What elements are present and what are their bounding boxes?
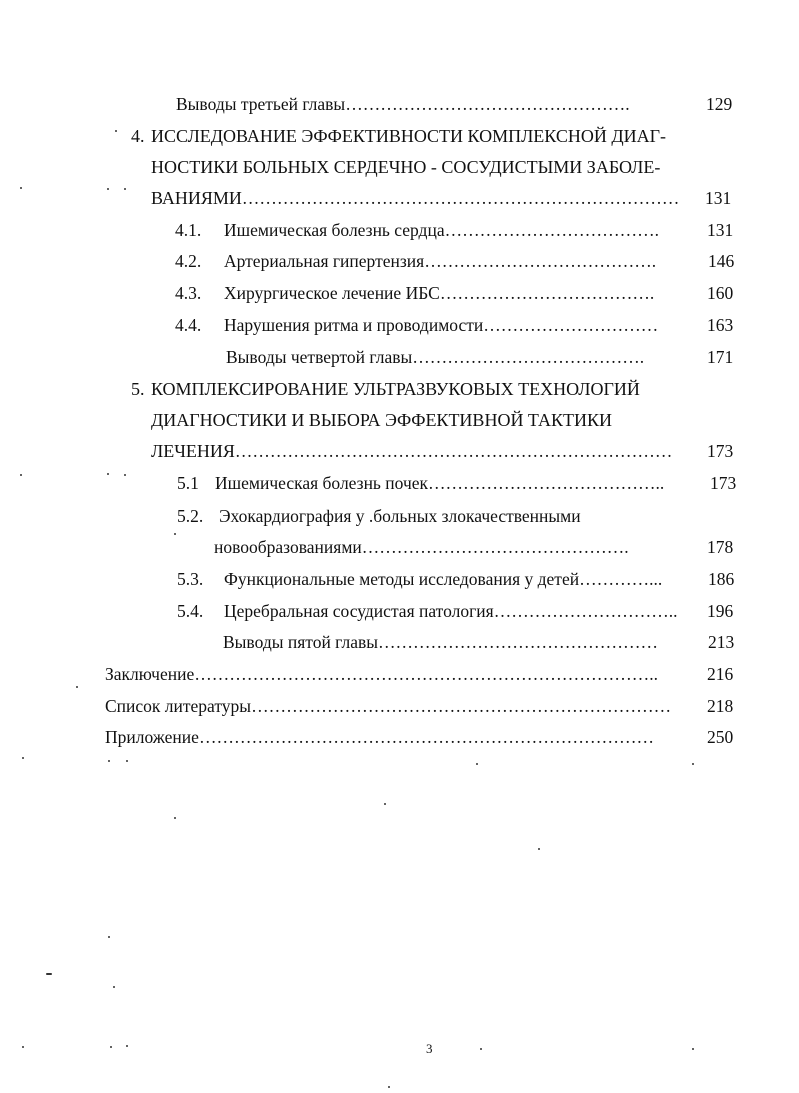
toc-page-number: 216 (707, 664, 734, 684)
toc-entry (224, 600, 698, 622)
toc-leader-dots: ………………………….. (493, 601, 678, 621)
scan-speck (480, 1048, 482, 1050)
toc-entry-conclusion (105, 663, 703, 685)
toc-label: Заключение (105, 664, 195, 684)
scan-speck (174, 817, 176, 819)
toc-page-number: 131 (707, 220, 734, 240)
scan-speck (692, 763, 694, 765)
toc-leader-dots: …………………………………………………………………… (198, 727, 654, 747)
scan-speck (115, 130, 117, 132)
toc-label: Эхокардиография у .больных злокачественными (219, 506, 581, 526)
toc-label: ЛЕЧЕНИЯ (151, 441, 235, 461)
scan-speck (388, 1086, 390, 1088)
scan-speck (46, 973, 52, 975)
toc-chapter-number: 5. (131, 379, 145, 399)
toc-label: Выводы пятой главы (223, 632, 378, 652)
scan-speck (113, 986, 115, 988)
toc-page-number: 178 (707, 537, 734, 557)
scan-speck (22, 1046, 24, 1048)
toc-chapter-title-line: ИССЛЕДОВАНИЕ ЭФФЕКТИВНОСТИ КОМПЛЕКСНОЙ ДИАГ- (151, 126, 667, 146)
toc-chapter-title-line (151, 187, 691, 209)
toc-entry-ch5-conclusion (223, 631, 699, 653)
toc-page-number: 160 (707, 283, 734, 303)
toc-label: Приложение (105, 727, 199, 747)
toc-label: Церебральная сосудистая патология (224, 601, 494, 621)
scan-speck (124, 474, 126, 476)
toc-label: ВАНИЯМИ (151, 188, 242, 208)
toc-entry (224, 568, 700, 590)
toc-label: новообразованиями (214, 537, 362, 557)
toc-label: Артериальная гипертензия (224, 251, 425, 271)
scan-speck (22, 757, 24, 759)
toc-label: Выводы третьей главы (176, 94, 346, 114)
scan-speck (384, 803, 386, 805)
toc-leader-dots: ………………………………………. (361, 537, 629, 557)
toc-label: Нарушения ритма и проводимости (224, 315, 484, 335)
page-number: 3 (426, 1041, 433, 1056)
toc-entry-ch3-conclusion (176, 93, 696, 115)
toc-entry (215, 472, 695, 494)
toc-leader-dots: …………... (579, 569, 663, 589)
scan-speck (107, 188, 109, 190)
toc-item-number: 4.1. (175, 220, 202, 240)
toc-chapter-number: 4. (131, 126, 145, 146)
toc-item-number: 5.4. (177, 601, 204, 621)
scan-speck (107, 473, 109, 475)
toc-leader-dots: ……………………………………………………………… (251, 696, 672, 716)
toc-item-number: 5.1 (177, 473, 199, 493)
toc-label: Функциональные методы исследования у детей (224, 569, 580, 589)
toc-entry (224, 219, 694, 241)
toc-page-number: 173 (707, 441, 734, 461)
scan-speck (76, 686, 78, 688)
toc-label: Ишемическая болезнь сердца (224, 220, 445, 240)
scan-speck (124, 188, 126, 190)
toc-entry-ch4-conclusion (226, 346, 696, 368)
toc-label: Ишемическая болезнь почек (215, 473, 429, 493)
toc-leader-dots: …………………………………………………………………….. (194, 664, 658, 684)
toc-page-number: 163 (707, 315, 734, 335)
toc-leader-dots: ………………………………………… (378, 632, 658, 652)
toc-item-number: 5.3. (177, 569, 204, 589)
toc-item-number: 4.4. (175, 315, 202, 335)
toc-label: Выводы четвертой главы (226, 347, 413, 367)
toc-page-number: 173 (710, 473, 737, 493)
toc-label: Список литературы (105, 696, 252, 716)
toc-leader-dots: ………………………………. (444, 220, 659, 240)
toc-leader-dots: ………………………… (483, 315, 659, 335)
scan-speck (174, 533, 176, 535)
scan-speck (108, 936, 110, 938)
scan-speck (538, 848, 540, 850)
scan-speck (692, 1048, 694, 1050)
toc-page-number: 171 (707, 347, 734, 367)
toc-page-number: 250 (707, 727, 734, 747)
toc-leader-dots: ………………………………….. (428, 473, 665, 493)
toc-leader-dots: …………………………………. (424, 251, 657, 271)
toc-leader-dots: …………………………………. (412, 347, 645, 367)
scan-speck (20, 474, 22, 476)
toc-entry-references (105, 695, 703, 717)
scan-speck (126, 1045, 128, 1047)
toc-chapter-title-line (151, 440, 691, 462)
scan-speck (110, 1046, 112, 1048)
toc-page-number: 218 (707, 696, 734, 716)
toc-leader-dots: …………………………………………. (345, 94, 630, 114)
toc-leader-dots: ………………………………………………………………… (241, 188, 680, 208)
scan-speck (20, 187, 22, 189)
toc-page-number: 129 (706, 94, 733, 114)
toc-item-number: 5.2. (177, 506, 204, 526)
toc-entry (224, 314, 696, 336)
toc-page-number: 196 (707, 601, 734, 621)
toc-page-number: 213 (708, 632, 735, 652)
scan-speck (476, 763, 478, 765)
toc-entry (224, 250, 692, 272)
toc-page-number: 186 (708, 569, 735, 589)
toc-leader-dots: ………………………………………………………………… (234, 441, 673, 461)
scan-speck (126, 760, 128, 762)
toc-item-number: 4.2. (175, 251, 202, 271)
toc-chapter-title-line: КОМПЛЕКСИРОВАНИЕ УЛЬТРАЗВУКОВЫХ ТЕХНОЛОГИЙ (151, 379, 640, 399)
toc-chapter-title-line: ДИАГНОСТИКИ И ВЫБОРА ЭФФЕКТИВНОЙ ТАКТИКИ (151, 410, 613, 430)
scan-speck (108, 760, 110, 762)
toc-label: Хирургическое лечение ИБС (224, 283, 440, 303)
toc-page-number: 146 (708, 251, 735, 271)
toc-page-number: 131 (705, 188, 732, 208)
toc-entry-appendix (105, 726, 703, 748)
toc-item-number: 4.3. (175, 283, 202, 303)
toc-chapter-title-line: НОСТИКИ БОЛЬНЫХ СЕРДЕЧНО - СОСУДИСТЫМИ ЗАБОЛЕ- (151, 157, 661, 177)
toc-entry (224, 282, 692, 304)
toc-leader-dots: ………………………………. (439, 283, 655, 303)
toc-entry (214, 536, 696, 558)
